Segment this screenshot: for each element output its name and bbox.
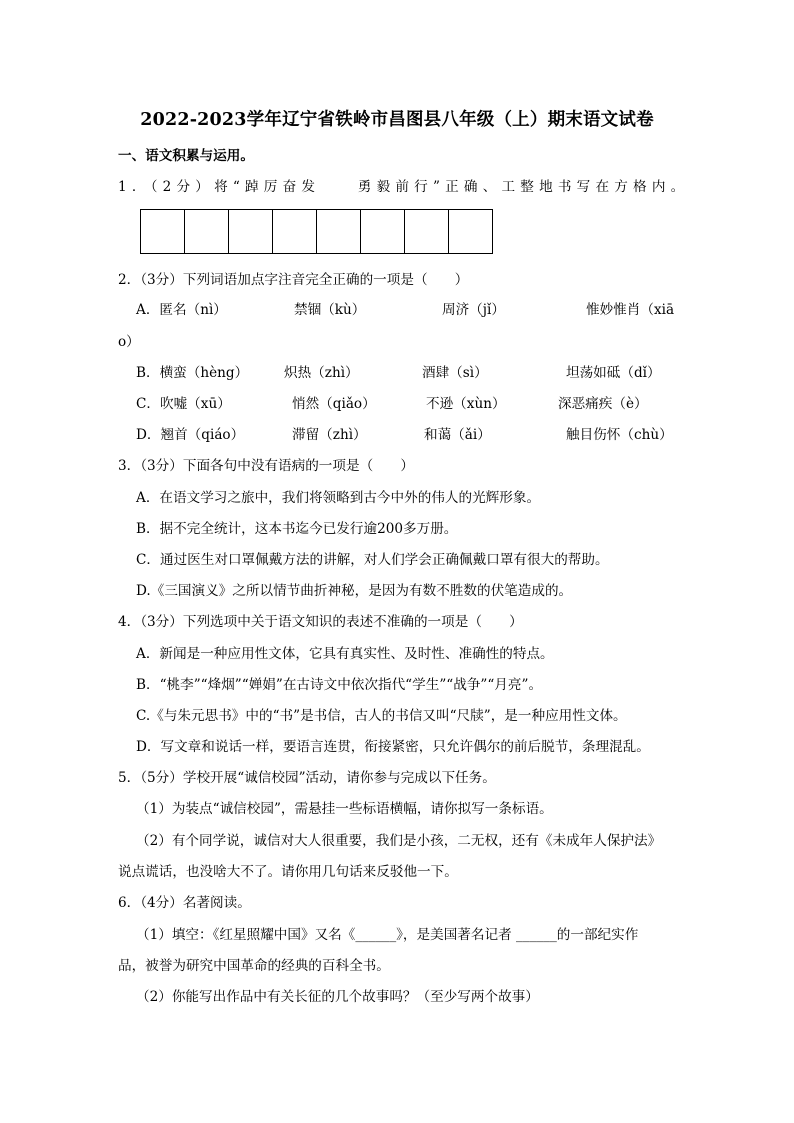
q2-option-d-1: D．翘首（qiáo） — [136, 427, 245, 443]
grid-cell[interactable] — [448, 209, 493, 254]
q5-sub-1: （1）为装点“诚信校园”，需悬挂一些标语横幅，请你拟写一条标语。 — [136, 801, 553, 817]
q2-option-a-1: A．匿名（nì） — [136, 302, 227, 318]
grid-cell[interactable] — [184, 209, 229, 254]
q2-option-c-2: 悄然（qiǎo） — [292, 396, 376, 412]
page-title: 2022-2023学年辽宁省铁岭市昌图县八年级（上）期末语文试卷 — [140, 110, 654, 130]
q2-option-d-4: 触目伤怀（chù） — [566, 427, 673, 443]
q6-sub-1: （1）填空：《红星照耀中国》又名《______》，是美国著名记者 ______的一部纪实作 — [136, 927, 639, 943]
q2-option-d-2: 滞留（zhì） — [292, 427, 367, 443]
section-heading: 一、语文积累与运用。 — [118, 148, 254, 164]
grid-cell[interactable] — [316, 209, 361, 254]
q2-option-b-1: B．横蛮（hèng） — [136, 365, 249, 381]
q2-option-c-3: 不逊（xùn） — [426, 396, 506, 412]
q3-option-d: D.《三国演义》之所以情节曲折神秘，是因为有数不胜数的伏笔造成的。 — [136, 583, 573, 599]
q2-option-b-2: 炽热（zhì） — [284, 365, 359, 381]
q2-option-d-3: 和蔼（ǎi） — [424, 427, 491, 443]
question-6: 6．（4分）名著阅读。 — [118, 895, 251, 911]
question-3: 3．（3分）下面各句中没有语病的一项是（ ） — [118, 458, 414, 474]
q5-sub-2: （2）有个同学说，诚信对大人很重要，我们是小孩，二无权，还有《未成年人保护法》 — [136, 833, 662, 849]
q2-option-a-2: 禁锢（kù） — [294, 302, 366, 318]
q2-option-c-1: C．吹嘘（xū） — [136, 396, 231, 412]
question-5: 5．（5分）学校开展“诚信校园”活动，请你参与完成以下任务。 — [118, 770, 496, 786]
question-1: 1．（2分）将“踔厉奋发 勇毅前行”正确、工整地书写在方格内。 — [118, 179, 690, 195]
grid-cell[interactable] — [272, 209, 317, 254]
question-2: 2．（3分）下列词语加点字注音完全正确的一项是（ ） — [118, 272, 469, 288]
q6-sub-2: （2）你能写出作品中有关长征的几个故事吗？（至少写两个故事） — [136, 989, 539, 1005]
question-4: 4．（3分）下列选项中关于语文知识的表述不准确的一项是（ ） — [118, 614, 523, 630]
q5-sub-2-wrap: 说点谎话，也没啥大不了。请你用几句话来反驳他一下。 — [118, 864, 458, 880]
grid-cell[interactable] — [360, 209, 405, 254]
q4-option-b: B．“桃李”“烽烟”“婵娟”在古诗文中依次指代“学生”“战争”“月亮”。 — [136, 677, 543, 693]
q6-sub-1-wrap: 品，被誉为研究中国革命的经典的百科全书。 — [118, 958, 390, 974]
q3-option-a: A．在语文学习之旅中，我们将领略到古今中外的伟人的光辉形象。 — [136, 490, 541, 506]
q2-option-b-3: 酒肆（sì） — [422, 365, 488, 381]
grid-cell[interactable] — [404, 209, 449, 254]
grid-cell[interactable] — [140, 209, 185, 254]
q2-option-a-wrap: o） — [118, 334, 140, 350]
writing-grid[interactable] — [140, 209, 493, 254]
q4-option-a: A．新闻是一种应用性文体，它具有真实性、及时性、准确性的特点。 — [136, 646, 554, 662]
q3-option-c: C．通过医生对口罩佩戴方法的讲解，对人们学会正确佩戴口罩有很大的帮助。 — [136, 552, 609, 568]
q2-option-a-4: 惟妙惟肖（xiā — [586, 302, 675, 318]
grid-cell[interactable] — [228, 209, 273, 254]
q4-option-d: D．写文章和说话一样，要语言连贯，衔接紧密，只允许偶尔的前后脱节，条理混乱。 — [136, 739, 650, 755]
q3-option-b: B．据不完全统计，这本书迄今已发行逾200多万册。 — [136, 521, 458, 537]
q2-option-b-4: 坦荡如砥（dǐ） — [566, 365, 661, 381]
q2-option-c-4: 深恶痛疾（è） — [558, 396, 648, 412]
q2-option-a-3: 周济（jǐ） — [442, 302, 505, 318]
q4-option-c: C.《与朱元思书》中的“书”是书信，古人的书信又叫“尺牍”，是一种应用性文体。 — [136, 708, 627, 724]
